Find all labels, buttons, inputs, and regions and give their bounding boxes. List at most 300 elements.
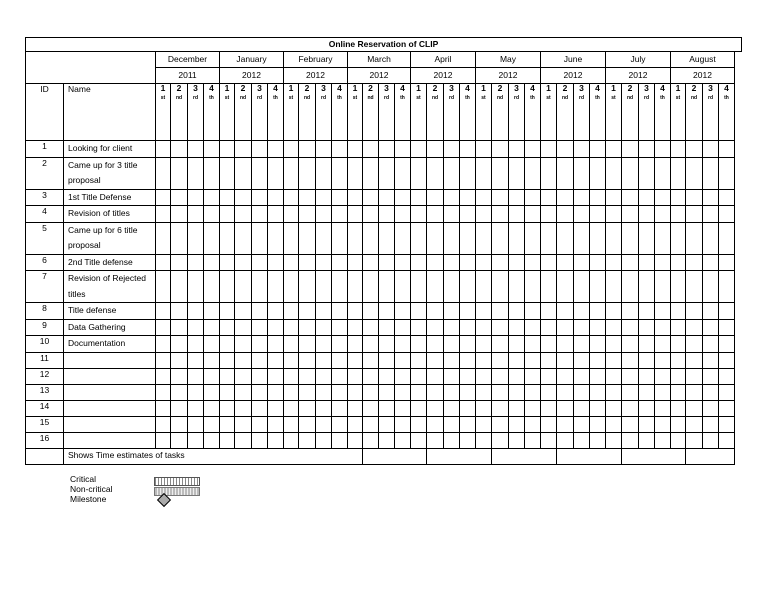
timeline-cell [268,400,284,416]
timeline-cell [590,189,606,206]
week-header [655,84,671,141]
timeline-cell [622,400,639,416]
timeline-cell [235,319,252,336]
timeline-cell [363,336,379,353]
timeline-cell [671,336,686,353]
week-header [541,84,557,141]
timeline-cell [332,254,348,271]
timeline-cell [235,271,252,303]
task-name [64,384,156,400]
timeline-cell [348,206,363,223]
task-name: Revision of Rejected titles [64,271,156,303]
timeline-cell [427,416,444,432]
timeline-cell [525,416,541,432]
timeline-cell [348,400,363,416]
task-row [26,352,735,368]
timeline-cell [332,336,348,353]
timeline-cell [268,189,284,206]
timeline-cell [156,319,171,336]
timeline-cell [379,319,395,336]
timeline-cell [557,352,574,368]
timeline-cell [606,157,622,189]
timeline-cell [655,319,671,336]
timeline-cell [557,157,574,189]
task-row [26,336,735,353]
timeline-cell [671,432,686,448]
timeline-cell [525,157,541,189]
timeline-cell [268,157,284,189]
timeline-cell [703,432,719,448]
week-header [590,84,606,141]
timeline-cell [427,384,444,400]
timeline-cell [204,384,220,400]
timeline-cell [204,336,220,353]
timeline-cell [171,206,188,223]
timeline-cell [348,352,363,368]
week-header [622,84,639,141]
week-suffix: st [224,95,230,101]
week-suffix: rd [514,95,519,101]
timeline-cell [235,141,252,158]
timeline-cell [525,319,541,336]
timeline-cell [427,254,444,271]
week-number: 3 [257,83,262,93]
week-header [188,84,204,141]
timeline-cell [671,416,686,432]
timeline-cell [284,206,299,223]
critical-bar-swatch [154,477,200,486]
timeline-cell [574,319,590,336]
timeline-cell [299,416,316,432]
timeline-cell [427,352,444,368]
timeline-cell [460,189,476,206]
task-row [26,206,735,223]
timeline-cell [363,254,379,271]
timeline-cell [639,432,655,448]
timeline-cell [671,222,686,254]
timeline-cell [719,336,735,353]
timeline-cell [252,141,268,158]
week-header [411,84,427,141]
timeline-cell [316,384,332,400]
timeline-cell [541,157,557,189]
task-id: 4 [26,206,64,223]
timeline-cell [220,189,235,206]
timeline-cell [363,368,379,384]
timeline-cell [655,157,671,189]
timeline-cell [188,336,204,353]
timeline-cell [411,271,427,303]
timeline-cell [156,206,171,223]
timeline-cell [220,368,235,384]
timeline-cell [171,303,188,320]
timeline-cell [188,271,204,303]
week-header [444,84,460,141]
timeline-cell [220,432,235,448]
timeline-cell [188,189,204,206]
timeline-cell [188,303,204,320]
task-id: 3 [26,189,64,206]
timeline-cell [284,303,299,320]
timeline-cell [686,416,703,432]
week-suffix: th [530,95,535,101]
timeline-cell [574,432,590,448]
timeline-cell [509,336,525,353]
task-name [64,352,156,368]
week-number: 2 [432,83,438,93]
timeline-cell [590,432,606,448]
timeline-cell [476,206,492,223]
task-name [64,400,156,416]
week-header [363,84,379,141]
timeline-cell [284,400,299,416]
timeline-cell [476,352,492,368]
timeline-cell [220,352,235,368]
timeline-cell [427,319,444,336]
timeline-cell [671,303,686,320]
week-suffix: st [352,95,358,101]
timeline-cell [671,206,686,223]
timeline-cell [363,271,379,303]
timeline-cell [476,157,492,189]
task-row [26,271,735,303]
timeline-cell [348,222,363,254]
week-suffix: st [481,95,486,101]
timeline-cell [492,189,509,206]
week-header [606,84,622,141]
timeline-cell [268,271,284,303]
week-header [525,84,541,141]
timeline-cell [235,189,252,206]
timeline-cell [557,416,574,432]
timeline-cell [509,157,525,189]
timeline-cell [574,336,590,353]
timeline-cell [686,271,703,303]
task-id: 16 [26,432,64,448]
timeline-cell [590,206,606,223]
timeline-cell [509,400,525,416]
timeline-cell [444,432,460,448]
timeline-cell [622,271,639,303]
timeline-cell [363,432,379,448]
timeline-cell [348,384,363,400]
timeline-cell [460,416,476,432]
task-id: 5 [26,222,64,254]
timeline-cell [574,400,590,416]
timeline-cell [703,416,719,432]
timeline-cell [655,400,671,416]
timeline-cell [525,432,541,448]
week-suffix: nd [175,95,183,101]
week-header [574,84,590,141]
week-header [476,84,492,141]
timeline-cell [703,254,719,271]
timeline-cell [235,384,252,400]
week-number: 1 [224,83,230,93]
timeline-cell [348,336,363,353]
blank-header [26,52,156,84]
timeline-cell [719,141,735,158]
week-suffix: nd [303,95,311,101]
timeline-cell [622,384,639,400]
timeline-cell [395,368,411,384]
week-suffix: rd [644,95,649,101]
week-header [509,84,525,141]
timeline-cell [719,400,735,416]
timeline-cell [332,416,348,432]
timeline-cell [316,400,332,416]
timeline-cell [171,141,188,158]
week-number: 3 [384,83,389,93]
timeline-cell [284,189,299,206]
month-year: 2012 [541,68,606,84]
timeline-cell [492,206,509,223]
timeline-cell [703,303,719,320]
timeline-cell [719,352,735,368]
month-header: August [671,52,735,68]
timeline-cell [299,157,316,189]
legend-critical-label: Critical [70,474,96,484]
week-header [703,84,719,141]
timeline-cell [655,222,671,254]
timeline-cell [444,141,460,158]
week-suffix: st [546,95,551,101]
timeline-cell [395,271,411,303]
timeline-cell [574,271,590,303]
timeline-cell [686,336,703,353]
week-number: 1 [160,83,166,93]
timeline-cell [671,384,686,400]
timeline-cell [235,254,252,271]
task-row [26,303,735,320]
timeline-cell [156,416,171,432]
timeline-cell [332,319,348,336]
month-header: January [220,52,284,68]
task-id: 9 [26,319,64,336]
week-suffix: th [595,95,600,101]
timeline-cell [639,189,655,206]
timeline-cell [332,368,348,384]
timeline-cell [252,157,268,189]
week-header [379,84,395,141]
task-row [26,254,735,271]
timeline-cell [590,416,606,432]
timeline-cell [299,352,316,368]
timeline-cell [686,319,703,336]
task-id: 7 [26,271,64,303]
month-header: April [411,52,476,68]
task-row [26,157,735,189]
timeline-cell [379,368,395,384]
timeline-cell [379,384,395,400]
task-name: Revision of titles [64,206,156,223]
timeline-cell [171,416,188,432]
week-number: 1 [288,83,294,93]
timeline-cell [156,303,171,320]
timeline-cell [639,303,655,320]
week-suffix: nd [690,95,698,101]
timeline-cell [268,303,284,320]
week-number: 4 [465,83,470,93]
timeline-cell [171,432,188,448]
task-id: 2 [26,157,64,189]
week-header [719,84,735,141]
week-suffix: th [660,95,665,101]
week-header [671,84,686,141]
timeline-cell [156,432,171,448]
timeline-cell [509,432,525,448]
timeline-cell [622,141,639,158]
timeline-cell [719,384,735,400]
month-year: 2012 [284,68,348,84]
timeline-cell [268,416,284,432]
timeline-cell [622,368,639,384]
timeline-cell [557,336,574,353]
timeline-cell [171,368,188,384]
timeline-cell [235,336,252,353]
timeline-cell [268,206,284,223]
timeline-cell [427,189,444,206]
timeline-cell [719,157,735,189]
week-header [299,84,316,141]
footer-note: Shows Time estimates of tasks [64,448,363,464]
timeline-cell [171,157,188,189]
timeline-cell [411,189,427,206]
week-number: 2 [497,83,503,93]
timeline-cell [460,254,476,271]
week-number: 2 [691,83,697,93]
week-number: 2 [562,83,568,93]
timeline-cell [557,384,574,400]
timeline-cell [204,416,220,432]
timeline-cell [395,319,411,336]
week-header [348,84,363,141]
timeline-cell [509,254,525,271]
timeline-cell [268,432,284,448]
timeline-cell [316,222,332,254]
timeline-cell [284,319,299,336]
timeline-cell [204,368,220,384]
task-row [26,400,735,416]
week-header [204,84,220,141]
timeline-cell [719,254,735,271]
timeline-cell [476,400,492,416]
timeline-cell [379,336,395,353]
timeline-cell [156,222,171,254]
timeline-cell [686,400,703,416]
timeline-cell [188,416,204,432]
timeline-cell [476,189,492,206]
timeline-cell [622,352,639,368]
timeline-cell [332,222,348,254]
timeline-cell [427,222,444,254]
timeline-cell [557,319,574,336]
timeline-cell [460,141,476,158]
week-number: 2 [304,83,310,93]
timeline-cell [557,271,574,303]
timeline-cell [204,319,220,336]
timeline-cell [671,319,686,336]
week-number: 2 [176,83,182,93]
timeline-cell [622,206,639,223]
timeline-cell [639,141,655,158]
timeline-cell [363,157,379,189]
timeline-cell [220,319,235,336]
timeline-cell [492,400,509,416]
timeline-cell [703,222,719,254]
timeline-cell [492,141,509,158]
week-suffix: st [675,95,681,101]
timeline-cell [156,368,171,384]
timeline-cell [557,189,574,206]
timeline-cell [395,336,411,353]
timeline-cell [299,432,316,448]
timeline-cell [703,352,719,368]
timeline-cell [268,141,284,158]
timeline-cell [476,336,492,353]
timeline-cell [332,141,348,158]
timeline-cell [348,189,363,206]
timeline-cell [460,432,476,448]
timeline-cell [639,319,655,336]
timeline-cell [379,141,395,158]
timeline-cell [363,319,379,336]
timeline-cell [427,336,444,353]
timeline-cell [411,336,427,353]
timeline-cell [509,416,525,432]
timeline-cell [204,432,220,448]
timeline-cell [395,352,411,368]
timeline-cell [509,189,525,206]
timeline-cell [316,189,332,206]
timeline-cell [606,303,622,320]
timeline-cell [299,206,316,223]
week-suffix: st [160,95,166,101]
timeline-cell [686,222,703,254]
timeline-cell [622,319,639,336]
timeline-cell [284,416,299,432]
timeline-cell [606,189,622,206]
timeline-cell [188,400,204,416]
timeline-cell [348,303,363,320]
task-row [26,416,735,432]
timeline-cell [379,400,395,416]
timeline-cell [316,206,332,223]
week-suffix: th [724,95,729,101]
timeline-cell [574,189,590,206]
timeline-cell [525,368,541,384]
timeline-cell [171,254,188,271]
timeline-cell [363,206,379,223]
timeline-cell [476,222,492,254]
timeline-cell [557,254,574,271]
timeline-cell [427,271,444,303]
timeline-cell [541,271,557,303]
timeline-cell [719,416,735,432]
timeline-cell [299,271,316,303]
timeline-cell [655,416,671,432]
timeline-cell [204,303,220,320]
timeline-cell [395,416,411,432]
timeline-cell [171,400,188,416]
timeline-cell [156,271,171,303]
footer-cell [427,448,492,464]
month-year: 2012 [411,68,476,84]
timeline-cell [156,141,171,158]
timeline-cell [509,368,525,384]
timeline-cell [299,189,316,206]
timeline-cell [719,319,735,336]
